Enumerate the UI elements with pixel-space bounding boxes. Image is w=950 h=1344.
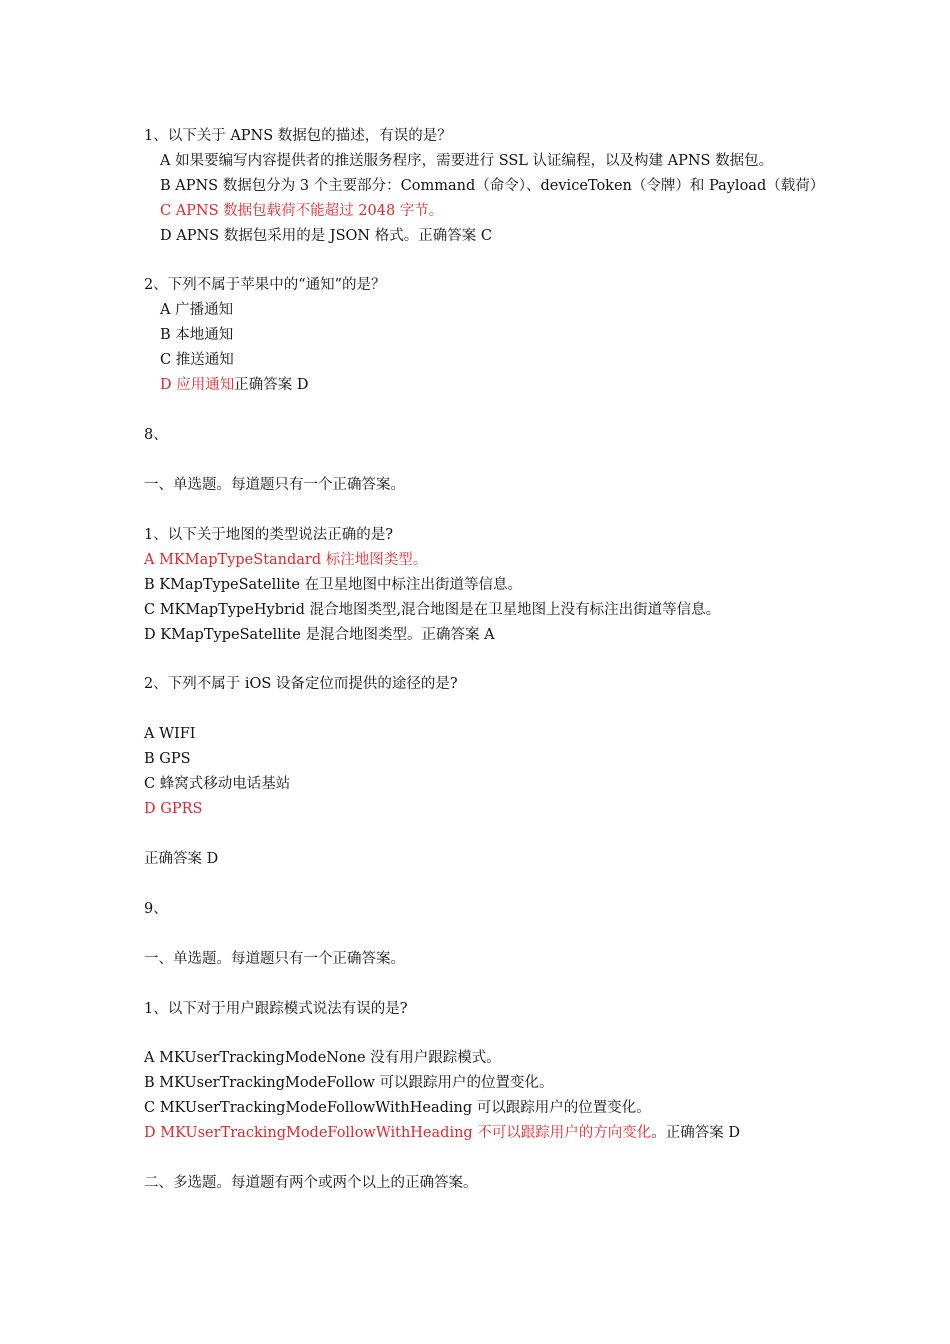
- option-b: B KMapTypeSatellite 在卫星地图中标注出街道等信息。: [144, 577, 523, 593]
- option-c: C 蜂窝式移动电话基站: [144, 776, 291, 792]
- question-1-map-type: 1、以下关于地图的类型说法正确的是?: [144, 527, 393, 543]
- option-a: A MKUserTrackingModeNone 没有用户跟踪模式。: [144, 1050, 501, 1066]
- question-2-location: 2、下列不属于 iOS 设备定位而提供的途径的是?: [144, 676, 458, 692]
- section-number-9: 9、: [144, 901, 168, 917]
- option-d-correct: D GPRS: [144, 801, 203, 817]
- answer-text: 正确答案 D: [234, 377, 309, 393]
- question-1-apns: 1、以下关于 APNS 数据包的描述，有误的是？: [144, 128, 452, 144]
- section-heading-single-choice: 一、单选题。每道题只有一个正确答案。: [144, 951, 405, 967]
- option-c: C MKMapTypeHybrid 混合地图类型,混合地图是在卫星地图上没有标注出街道等信息。: [144, 602, 721, 618]
- option-c: C 推送通知: [160, 352, 234, 368]
- correct-option: D 应用通知: [160, 377, 235, 393]
- question-1-tracking-mode: 1、以下对于用户跟踪模式说法有误的是?: [144, 1001, 408, 1017]
- correct-option: D MKUserTrackingModeFollowWithHeading 不可以跟踪用户的方向变化: [144, 1125, 652, 1141]
- option-a: A WIFI: [144, 726, 196, 742]
- answer-line: 正确答案 D: [144, 851, 219, 867]
- option-b: B GPS: [144, 751, 191, 767]
- option-a: A 如果要编写内容提供者的推送服务程序，需要进行 SSL 认证编程，以及构建 APNS 数据包。: [160, 153, 774, 169]
- section-heading-single-choice: 一、单选题。每道题只有一个正确答案。: [144, 477, 405, 493]
- section-heading-multiple-choice: 二、多选题。每道题有两个或两个以上的正确答案。: [144, 1175, 478, 1191]
- option-b: B APNS 数据包分为 3 个主要部分：Command（命令）、deviceToken（令牌）和 Payload（载荷）: [160, 178, 825, 194]
- option-b: B MKUserTrackingModeFollow 可以跟踪用户的位置变化。: [144, 1075, 554, 1091]
- option-a-correct: A MKMapTypeStandard 标注地图类型。: [144, 552, 428, 568]
- question-2-notification: 2、下列不属于苹果中的“通知”的是？: [144, 277, 386, 293]
- option-b: B 本地通知: [160, 327, 234, 343]
- option-c-correct: C APNS 数据包载荷不能超过 2048 字节。: [160, 203, 444, 219]
- option-d-with-answer: D KMapTypeSatellite 是混合地图类型。正确答案 A: [144, 627, 495, 643]
- option-a: A 广播通知: [160, 302, 234, 318]
- option-d-with-answer: [160, 376, 308, 394]
- section-number-8: 8、: [144, 427, 168, 443]
- option-d-with-answer: [144, 1124, 740, 1142]
- option-c: C MKUserTrackingModeFollowWithHeading 可以跟踪用户的位置变化。: [144, 1100, 651, 1116]
- answer-text: 。正确答案 D: [651, 1125, 741, 1141]
- option-d-with-answer: D APNS 数据包采用的是 JSON 格式。正确答案 C: [160, 228, 492, 244]
